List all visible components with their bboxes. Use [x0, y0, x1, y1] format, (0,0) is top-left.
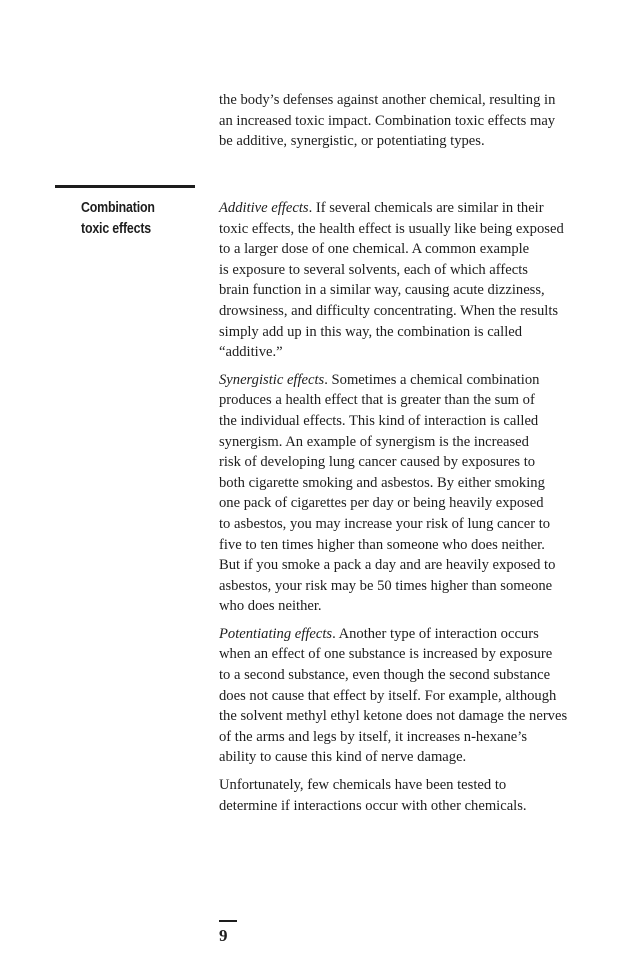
additive-lead: Additive effects: [219, 200, 309, 216]
text-line: an increased toxic impact. Combination toxic effects may: [219, 112, 556, 129]
page-number: 9: [219, 926, 228, 945]
heading-line: Combination: [81, 200, 155, 216]
intro-text: [219, 90, 619, 152]
page-number-rule: [219, 920, 237, 922]
text-line: But if you smoke a pack a day and are heavily exposed to: [219, 557, 556, 574]
text-line: asbestos, your risk may be 50 times higher than someone: [219, 577, 553, 594]
synergistic-lead: Synergistic effects: [219, 371, 325, 388]
text-line: when an effect of one substance is increased by exposure: [219, 646, 553, 663]
text-line: [219, 370, 619, 391]
text-line: both cigarette smoking and asbestos. By either smoking: [219, 474, 545, 491]
text-line: the body’s defenses against another chemical, resulting in: [219, 92, 556, 108]
potentiating-lead: Potentiating effects: [219, 625, 333, 642]
text-line: to a second substance, even though the second substance: [219, 667, 551, 684]
text-line: to asbestos, you may increase your risk of lung cancer to: [219, 515, 551, 532]
text-line: ability to cause this kind of nerve damage.: [219, 749, 467, 766]
text-line: is exposure to several solvents, each of which affects: [219, 261, 528, 278]
text-line: to a larger dose of one chemical. A common example: [219, 241, 530, 258]
synergistic-first-line-rest: . Sometimes a chemical combination: [324, 371, 540, 388]
text-line: brain function in a similar way, causing acute dizziness,: [219, 282, 545, 299]
additive-first-line-rest: . If several chemicals are similar in their: [308, 200, 544, 216]
heading-line: toxic effects: [81, 221, 151, 237]
text-line: be additive, synergistic, or potentiating types.: [219, 133, 485, 150]
text-line: drowsiness, and difficulty concentrating. When the results: [219, 302, 559, 319]
text-line: Unfortunately, few chemicals have been tested to: [219, 777, 507, 794]
text-line: the solvent methyl ethyl ketone does not damage the nerves: [219, 708, 568, 725]
section-heading: [81, 198, 155, 240]
text-line: risk of developing lung cancer caused by exposures to: [219, 454, 536, 471]
text-line: [219, 624, 619, 645]
text-line: does not cause that effect by itself. For example, although: [219, 687, 557, 704]
potentiating-paragraph: [219, 624, 619, 768]
text-line: “additive.”: [219, 344, 283, 361]
text-line: the individual effects. This kind of interaction is called: [219, 412, 539, 429]
text-line: one pack of cigarettes per day or being heavily exposed: [219, 495, 544, 512]
text-line: determine if interactions occur with other chemicals.: [219, 797, 527, 814]
text-line: five to ten times higher than someone who does neither.: [219, 536, 545, 553]
text-line: who does neither.: [219, 598, 322, 615]
text-line: produces a health effect that is greater than the sum of: [219, 392, 535, 409]
synergistic-paragraph: [219, 370, 619, 617]
text-line: of the arms and legs by itself, it increases n-hexane’s: [219, 728, 527, 745]
additive-paragraph: [219, 198, 619, 363]
text-line: toxic effects, the health effect is usually like being exposed: [219, 220, 564, 237]
closing-paragraph: [219, 775, 619, 816]
section-rule: [55, 185, 195, 188]
section-body: [219, 198, 619, 816]
intro-paragraph: [219, 90, 619, 152]
text-line: simply add up in this way, the combination is called: [219, 323, 523, 340]
potentiating-first-line-rest: . Another type of interaction occurs: [332, 625, 539, 642]
text-line: [219, 198, 619, 219]
text-line: synergism. An example of synergism is the increased: [219, 433, 529, 450]
